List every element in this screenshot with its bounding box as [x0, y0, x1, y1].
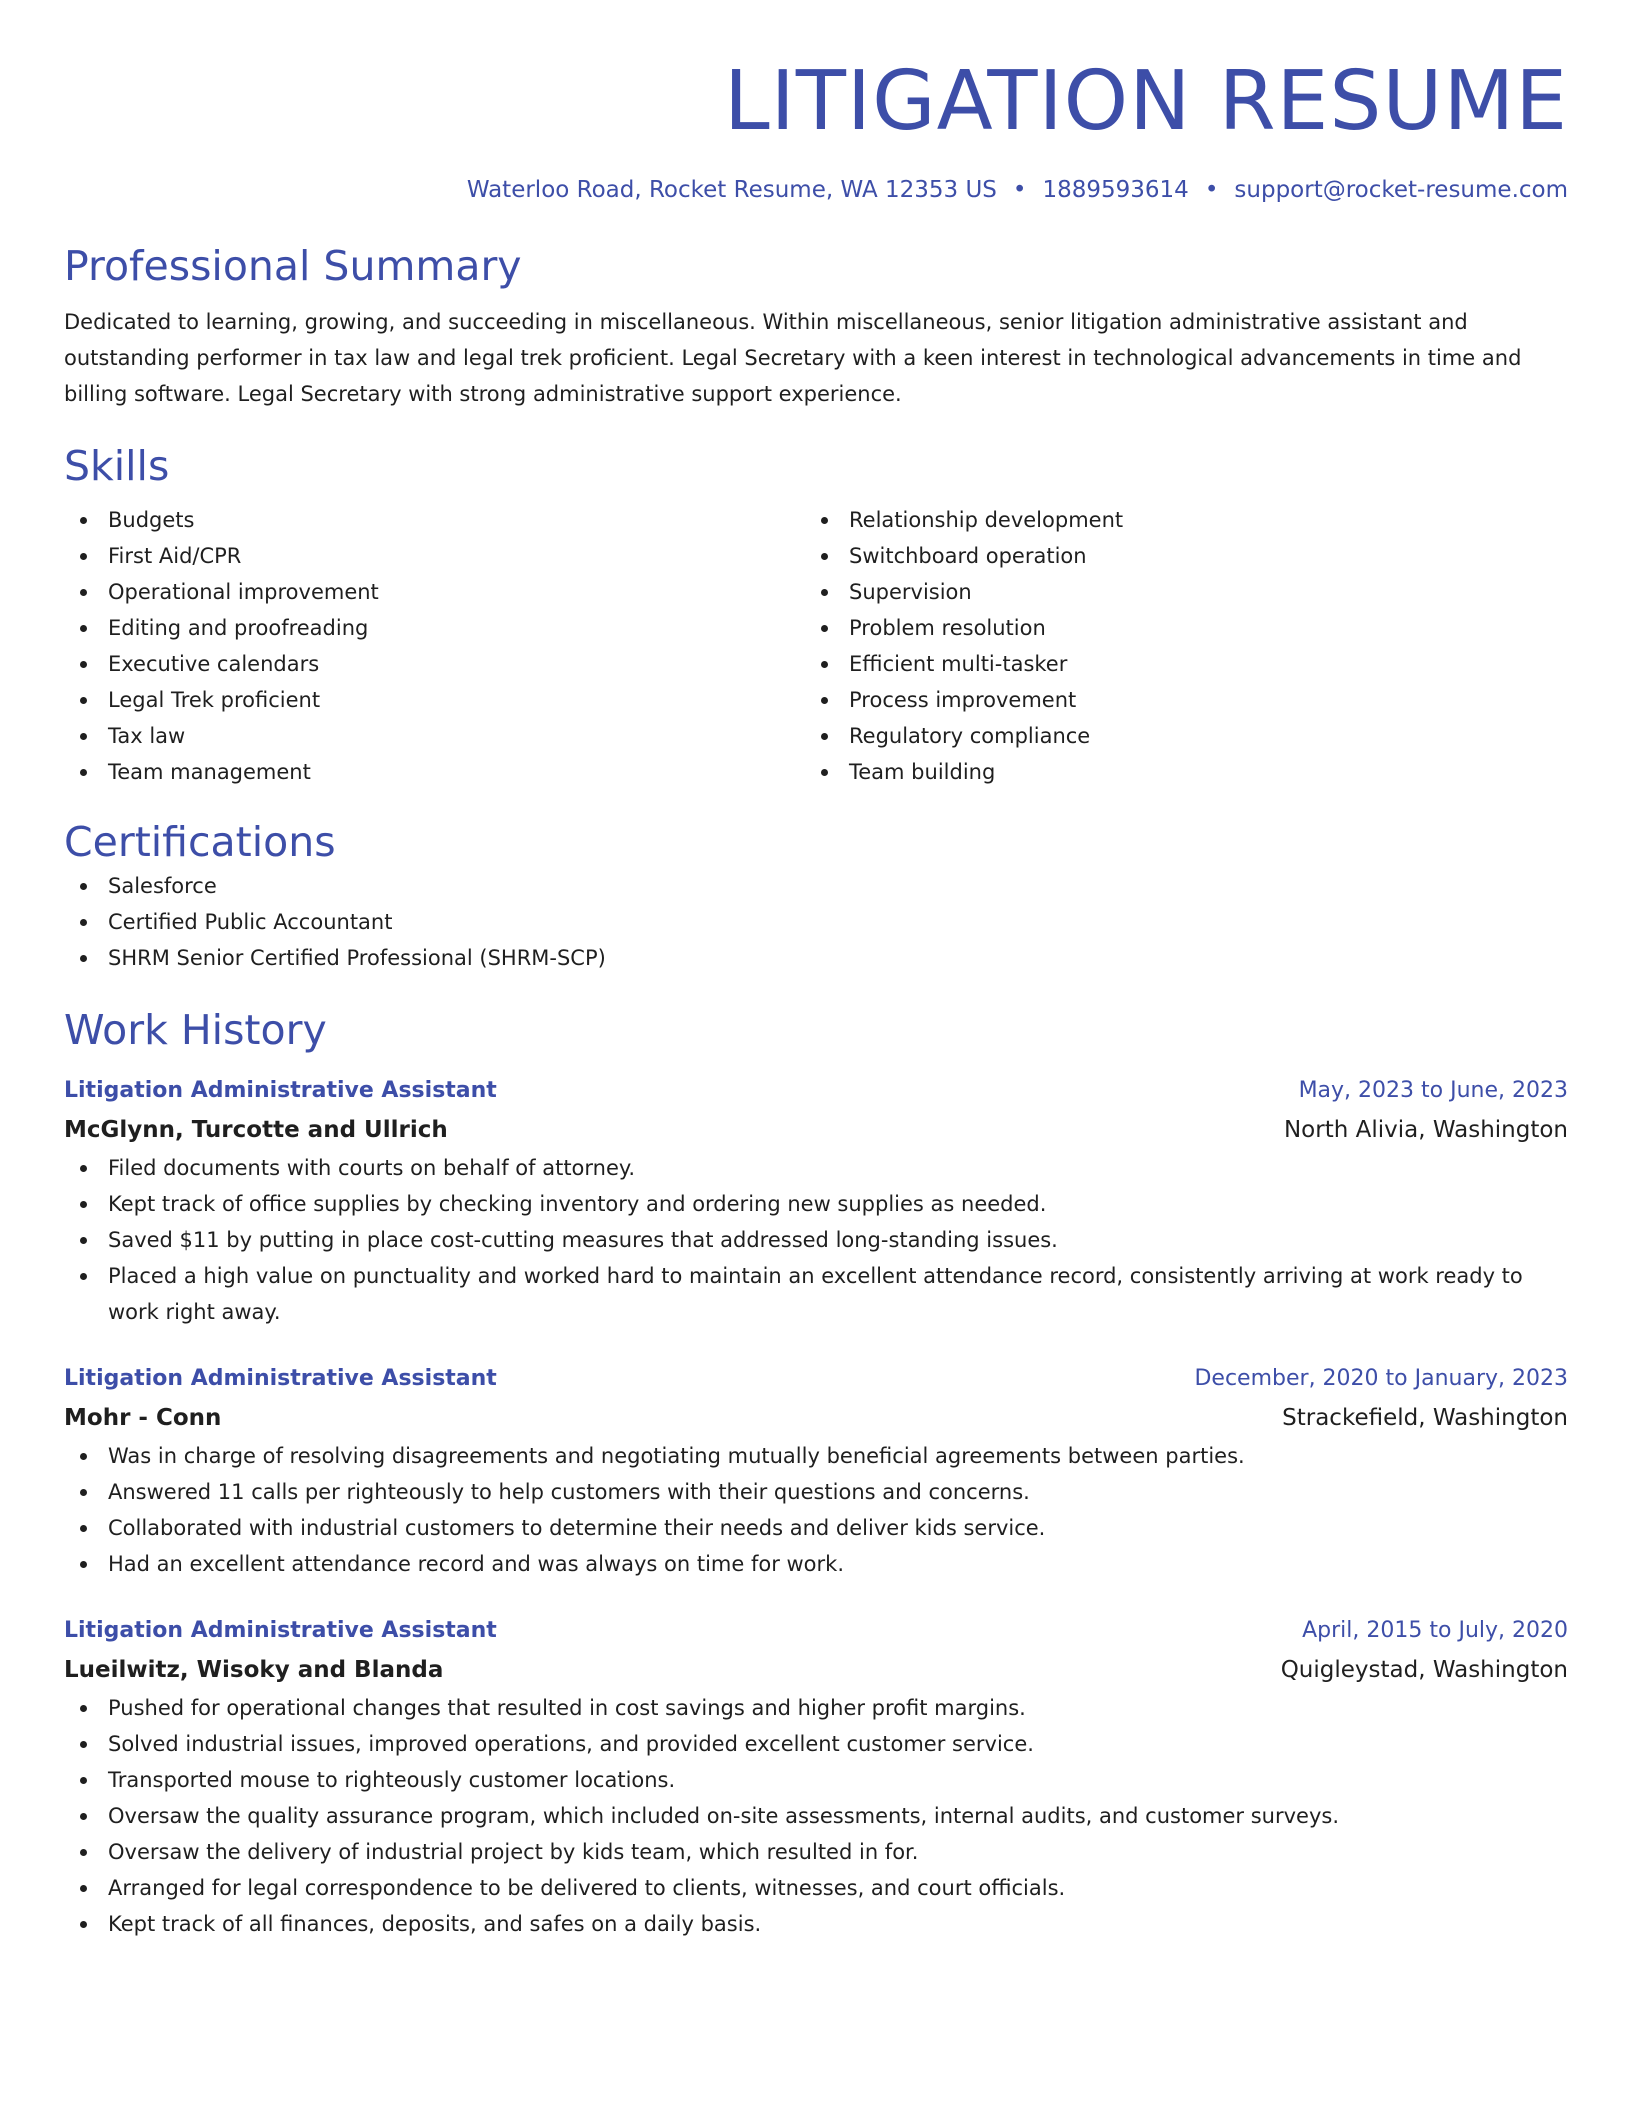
job-location: Quigleystad, Washington [1280, 1657, 1568, 1683]
skills-column-right [805, 502, 1546, 790]
work-history-heading: Work History [64, 1006, 327, 1054]
job-bullet: Transported mouse to righteously customer locations. [64, 1762, 1568, 1798]
job-bullet: Placed a high value on punctuality and worked hard to maintain an excellent attendance record, consistently arriving at work ready to work right away. [64, 1258, 1568, 1330]
skill-item: Problem resolution [805, 610, 1546, 646]
job-bullet: Answered 11 calls per righteously to help customers with their questions and concerns. [64, 1474, 1568, 1510]
job-dates: May, 2023 to June, 2023 [1298, 1078, 1568, 1103]
job-location: Strackefield, Washington [1282, 1405, 1568, 1431]
skill-item: Relationship development [805, 502, 1546, 538]
skill-item: Tax law [64, 718, 805, 754]
job-bullet: Collaborated with industrial customers to determine their needs and deliver kids service. [64, 1510, 1568, 1546]
job-bullet: Solved industrial issues, improved operations, and provided excellent customer service. [64, 1726, 1568, 1762]
certifications-heading: Certifications [64, 818, 336, 866]
job-company: Lueilwitz, Wisoky and Blanda [64, 1657, 444, 1683]
job-bullet-list [64, 1690, 1568, 1942]
skill-item: Switchboard operation [805, 538, 1546, 574]
skills-grid [64, 502, 1568, 790]
job-bullet-list [64, 1150, 1568, 1330]
job-title-row [64, 1360, 1568, 1398]
contact-email: support@rocket-resume.com [1234, 177, 1568, 203]
job-bullet: Pushed for operational changes that resulted in cost savings and higher profit margins. [64, 1690, 1568, 1726]
resume-name: LITIGATION RESUME [723, 54, 1568, 149]
skill-item: Efficient multi-tasker [805, 646, 1546, 682]
skill-item: Executive calendars [64, 646, 805, 682]
job-entry [64, 1360, 1568, 1582]
job-location: North Alivia, Washington [1283, 1117, 1568, 1143]
job-bullet: Filed documents with courts on behalf of attorney. [64, 1150, 1568, 1186]
job-dates: December, 2020 to January, 2023 [1194, 1366, 1568, 1391]
job-bullet: Kept track of office supplies by checking inventory and ordering new supplies as needed. [64, 1186, 1568, 1222]
job-company-row [64, 1398, 1568, 1438]
skill-item: Team building [805, 754, 1546, 790]
job-entry [64, 1072, 1568, 1330]
skills-column-left [64, 502, 805, 790]
job-title-row [64, 1612, 1568, 1650]
job-bullet: Oversaw the quality assurance program, which included on-site assessments, internal audits, and customer surveys. [64, 1798, 1568, 1834]
certification-item: SHRM Senior Certified Professional (SHRM-SCP) [64, 940, 1568, 976]
contact-address: Waterloo Road, Rocket Resume, WA 12353 US [466, 177, 997, 203]
job-bullet: Arranged for legal correspondence to be delivered to clients, witnesses, and court officials. [64, 1870, 1568, 1906]
job-company: McGlynn, Turcotte and Ullrich [64, 1117, 448, 1143]
skill-item: Operational improvement [64, 574, 805, 610]
summary-text: Dedicated to learning, growing, and succeeding in miscellaneous. Within miscellaneous, senior litigation administrative assistant and outstanding performer in tax law and legal trek proficient. Legal Secretary with a keen interest in technological advancements in time and billing software. Legal Secretary with strong administrative support experience. [64, 310, 1522, 406]
work-history-list [64, 1072, 1568, 1942]
job-company-row [64, 1110, 1568, 1150]
skill-item: Regulatory compliance [805, 718, 1546, 754]
job-bullet: Saved $11 by putting in place cost-cutting measures that addressed long-standing issues. [64, 1222, 1568, 1258]
skill-item: Editing and proofreading [64, 610, 805, 646]
contact-separator: • [1012, 177, 1027, 203]
skills-heading: Skills [64, 442, 170, 490]
job-entry [64, 1612, 1568, 1942]
skill-item: Budgets [64, 502, 805, 538]
job-bullet-list [64, 1438, 1568, 1582]
job-title: Litigation Administrative Assistant [64, 1366, 497, 1391]
contact-separator: • [1204, 177, 1219, 203]
job-title-row [64, 1072, 1568, 1110]
certification-item: Salesforce [64, 868, 1568, 904]
contact-phone: 1889593614 [1042, 177, 1189, 203]
job-company-row [64, 1650, 1568, 1690]
certifications-list [64, 868, 1568, 976]
resume-header [64, 0, 1568, 206]
job-dates: April, 2015 to July, 2020 [1302, 1618, 1568, 1643]
skill-item: Process improvement [805, 682, 1546, 718]
job-bullet: Kept track of all finances, deposits, and safes on a daily basis. [64, 1906, 1568, 1942]
job-company: Mohr - Conn [64, 1405, 222, 1431]
skill-item: Team management [64, 754, 805, 790]
skill-item: Supervision [805, 574, 1546, 610]
job-bullet: Had an excellent attendance record and was always on time for work. [64, 1546, 1568, 1582]
job-bullet: Oversaw the delivery of industrial project by kids team, which resulted in for. [64, 1834, 1568, 1870]
job-bullet: Was in charge of resolving disagreements and negotiating mutually beneficial agreements between parties. [64, 1438, 1568, 1474]
skills-list-left [64, 502, 805, 790]
skill-item: First Aid/CPR [64, 538, 805, 574]
job-title: Litigation Administrative Assistant [64, 1078, 497, 1103]
job-title: Litigation Administrative Assistant [64, 1618, 497, 1643]
skills-list-right [805, 502, 1546, 790]
certification-item: Certified Public Accountant [64, 904, 1568, 940]
summary-heading: Professional Summary [64, 242, 522, 290]
skill-item: Legal Trek proficient [64, 682, 805, 718]
contact-line [64, 174, 1568, 206]
